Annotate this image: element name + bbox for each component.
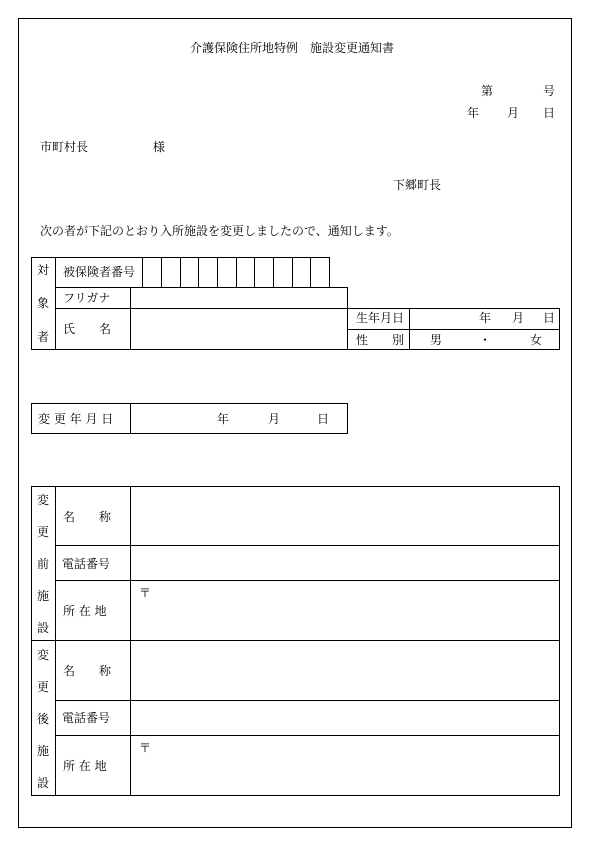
change-date-year: 年 xyxy=(217,412,230,426)
before-phone-label: 電話番号 xyxy=(62,557,111,571)
birth-day: 日 xyxy=(543,311,556,325)
sender: 下郷町長 xyxy=(393,178,442,192)
addressee: 市町村長 xyxy=(40,140,89,154)
subject-group-label-2: 象 xyxy=(37,296,50,310)
name-label: 氏 名 xyxy=(63,322,112,336)
before-group-label-2: 更 xyxy=(37,525,50,539)
change-date-label: 変 更 年 月 日 xyxy=(38,412,114,426)
addressee-sama: 様 xyxy=(153,140,166,154)
after-address-label: 所 在 地 xyxy=(63,759,107,773)
sex-label: 性 別 xyxy=(356,333,405,347)
before-group-label-4: 施 xyxy=(37,589,50,603)
after-group-label-1: 変 xyxy=(37,648,50,662)
birth-month: 月 xyxy=(512,311,525,325)
change-date-month: 月 xyxy=(268,412,281,426)
after-postal-mark: 〒 xyxy=(139,741,152,755)
before-group-label-5: 設 xyxy=(37,621,50,635)
number-dai: 第 xyxy=(481,84,494,98)
after-group-label-4: 施 xyxy=(37,744,50,758)
sex-female: 女 xyxy=(530,333,543,347)
before-address-label: 所 在 地 xyxy=(63,604,107,618)
birthdate-label: 生年月日 xyxy=(356,311,405,325)
before-group-label-1: 変 xyxy=(37,493,50,507)
after-group-label-5: 設 xyxy=(37,776,50,790)
change-date-day: 日 xyxy=(317,412,330,426)
sex-dot: ・ xyxy=(479,333,492,347)
furigana-label: フリガナ xyxy=(63,291,111,305)
before-name-label: 名 称 xyxy=(63,510,112,524)
after-group-label-2: 更 xyxy=(37,680,50,694)
date-year: 年 xyxy=(467,106,480,120)
after-name-label: 名 称 xyxy=(63,664,112,678)
date-day: 日 xyxy=(543,106,556,120)
subject-group-label-3: 者 xyxy=(37,330,50,344)
after-phone-label: 電話番号 xyxy=(62,711,111,725)
number-go: 号 xyxy=(543,84,556,98)
document-title: 介護保険住所地特例 施設変更通知書 xyxy=(190,41,395,55)
insured-number-label: 被保険者番号 xyxy=(63,265,136,279)
facility-table xyxy=(31,486,560,796)
intro-text: 次の者が下記のとおり入所施設を変更しましたので、通知します。 xyxy=(40,224,399,238)
birth-year: 年 xyxy=(479,311,492,325)
before-postal-mark: 〒 xyxy=(139,586,152,600)
after-group-label-3: 後 xyxy=(37,712,50,726)
sex-male: 男 xyxy=(430,333,443,347)
date-month: 月 xyxy=(507,106,520,120)
before-group-label-3: 前 xyxy=(37,557,50,571)
subject-group-label-1: 対 xyxy=(37,263,50,277)
